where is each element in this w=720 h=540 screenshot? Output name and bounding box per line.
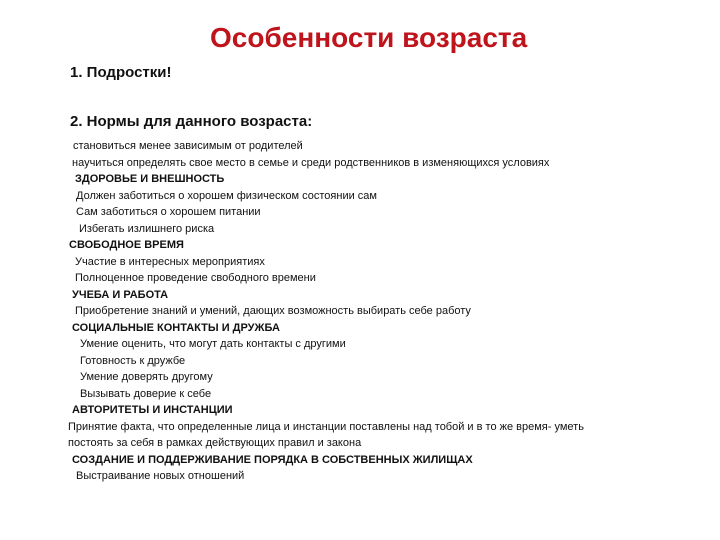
heading-teenagers: 1. Подростки! [70, 64, 172, 81]
list-item: Участие в интересных мероприятиях [75, 255, 265, 268]
list-item: Выстраивание новых отношений [76, 470, 245, 482]
section-heading-authorities: АВТОРИТЕТЫ И ИНСТАНЦИИ [72, 404, 233, 416]
list-item: Принятие факта, что определенные лица и инстанции поставлены над тобой и в то же время- уметь [68, 420, 584, 433]
heading-norms: 2. Нормы для данного возраста: [70, 113, 313, 130]
list-item: научиться определять свое место в семье и среди родственников в изменяющихся условиях [72, 156, 550, 169]
list-item: становиться менее зависимым от родителей [73, 140, 303, 152]
list-item: Избегать излишнего риска [79, 222, 215, 235]
section-heading-study-work: УЧЕБА И РАБОТА [72, 288, 169, 301]
norms-list [0, 138, 720, 485]
list-item: Вызывать доверие к себе [80, 387, 212, 400]
section-heading-free-time: СВОБОДНОЕ ВРЕМЯ [69, 239, 184, 251]
list-item: Готовность к дружбе [80, 354, 186, 367]
slide-title: Особенности возраста [210, 22, 528, 53]
list-item: Приобретение знаний и умений, дающих возможность выбирать себе работу [75, 305, 471, 317]
list-item: постоять за себя в рамках действующих правил и закона [68, 437, 362, 449]
section-heading-health: ЗДОРОВЬЕ И ВНЕШНОСТЬ [75, 173, 225, 185]
list-item: Сам заботиться о хорошем питании [76, 206, 261, 218]
list-item: Умение оценить, что могут дать контакты с другими [80, 338, 346, 350]
list-item: Умение доверять другому [80, 371, 213, 383]
section-heading-order: СОЗДАНИЕ И ПОДДЕРЖИВАНИЕ ПОРЯДКА В СОБСТВЕННЫХ ЖИЛИЩАХ [72, 453, 473, 466]
list-item: Полноценное проведение свободного времени [75, 272, 316, 284]
list-item: Должен заботиться о хорошем физическом состоянии сам [76, 189, 377, 202]
section-heading-social: СОЦИАЛЬНЫЕ КОНТАКТЫ И ДРУЖБА [72, 321, 280, 334]
